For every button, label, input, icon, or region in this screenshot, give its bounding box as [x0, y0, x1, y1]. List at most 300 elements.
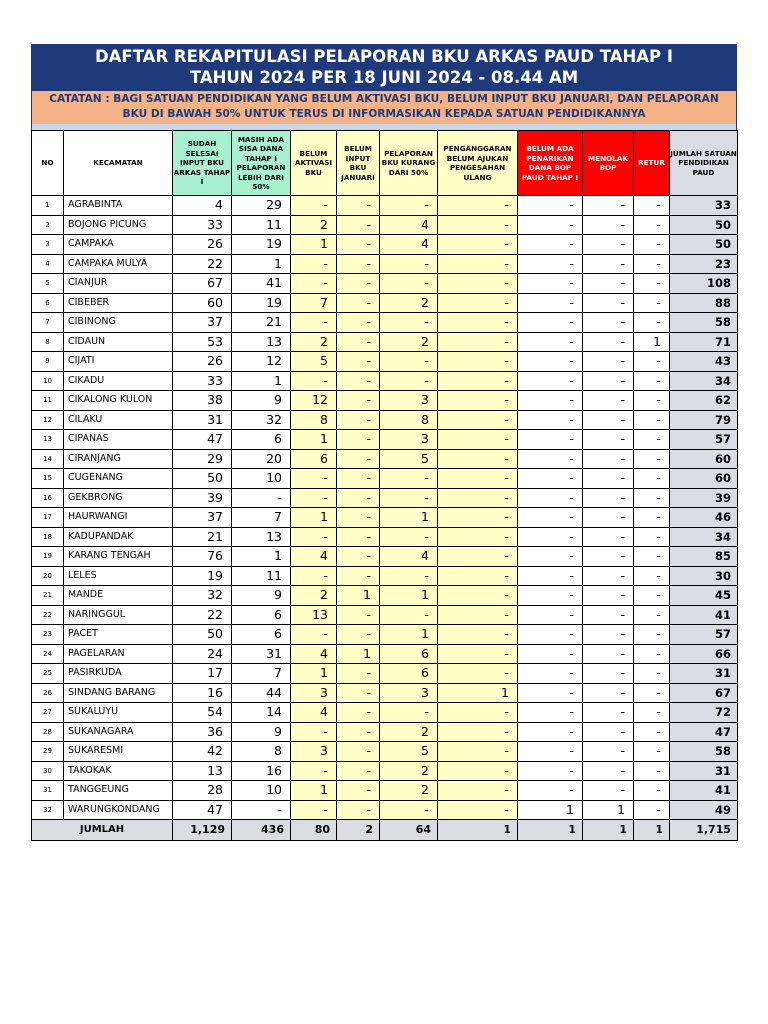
cell-c4: - — [337, 761, 380, 781]
cell-c3: - — [291, 625, 337, 645]
cell-c3: 2 — [291, 332, 337, 352]
cell-c7: - — [518, 274, 583, 294]
cell-c6: - — [438, 586, 518, 606]
kecamatan-name: PACET — [64, 625, 173, 645]
title-line-2: TAHUN 2024 PER 18 JUNI 2024 - 08.44 AM — [189, 68, 579, 87]
cell-c3: 13 — [291, 605, 337, 625]
table-row — [32, 566, 738, 586]
cell-c4: - — [337, 235, 380, 255]
cell-c9: - — [634, 566, 670, 586]
cell-c10: 60 — [670, 469, 738, 489]
cell-c7: - — [518, 449, 583, 469]
cell-c10: 30 — [670, 566, 738, 586]
cell-c6: - — [438, 313, 518, 333]
cell-c2: 8 — [232, 742, 291, 762]
row-number: 4 — [32, 254, 64, 274]
cell-c4: - — [337, 371, 380, 391]
cell-c6: - — [438, 352, 518, 372]
cell-c2: 9 — [232, 722, 291, 742]
cell-c5: 4 — [380, 547, 438, 567]
cell-c10: 67 — [670, 683, 738, 703]
column-header-c3: BELUM AKTIVASI BKU — [291, 131, 337, 196]
kecamatan-name: CIBINONG — [64, 313, 173, 333]
table-row — [32, 722, 738, 742]
cell-c2: - — [232, 488, 291, 508]
total-c3: 80 — [291, 820, 337, 841]
cell-c3: 7 — [291, 293, 337, 313]
kecamatan-name: NARINGGUL — [64, 605, 173, 625]
cell-c7: - — [518, 527, 583, 547]
cell-c7: - — [518, 488, 583, 508]
cell-c5: 2 — [380, 781, 438, 801]
cell-c6: - — [438, 664, 518, 684]
cell-c8: 1 — [583, 800, 634, 820]
cell-c3: 2 — [291, 215, 337, 235]
cell-c10: 31 — [670, 664, 738, 684]
cell-c1: 50 — [173, 469, 232, 489]
cell-c8: - — [583, 488, 634, 508]
cell-c2: 14 — [232, 703, 291, 723]
cell-c4: - — [337, 625, 380, 645]
row-number: 24 — [32, 644, 64, 664]
row-number: 22 — [32, 605, 64, 625]
kecamatan-name: SINDANG BARANG — [64, 683, 173, 703]
table-row — [32, 371, 738, 391]
cell-c4: - — [337, 722, 380, 742]
cell-c1: 54 — [173, 703, 232, 723]
cell-c4: - — [337, 196, 380, 216]
cell-c4: - — [337, 391, 380, 411]
row-number: 19 — [32, 547, 64, 567]
cell-c4: - — [337, 410, 380, 430]
cell-c8: - — [583, 508, 634, 528]
cell-c8: - — [583, 352, 634, 372]
table-row — [32, 761, 738, 781]
table-row — [32, 683, 738, 703]
cell-c6: - — [438, 274, 518, 294]
cell-c4: 1 — [337, 586, 380, 606]
cell-c10: 41 — [670, 781, 738, 801]
cell-c5: - — [380, 274, 438, 294]
cell-c4: - — [337, 664, 380, 684]
cell-c6: - — [438, 254, 518, 274]
cell-c9: - — [634, 254, 670, 274]
cell-c8: - — [583, 586, 634, 606]
cell-c5: 2 — [380, 761, 438, 781]
cell-c5: 5 — [380, 742, 438, 762]
row-number: 7 — [32, 313, 64, 333]
cell-c10: 85 — [670, 547, 738, 567]
cell-c7: - — [518, 391, 583, 411]
cell-c8: - — [583, 274, 634, 294]
cell-c1: 37 — [173, 508, 232, 528]
table-row — [32, 391, 738, 411]
cell-c3: 4 — [291, 644, 337, 664]
cell-c2: 13 — [232, 527, 291, 547]
table-row — [32, 800, 738, 820]
cell-c5: 1 — [380, 625, 438, 645]
cell-c8: - — [583, 313, 634, 333]
cell-c1: 42 — [173, 742, 232, 762]
cell-c10: 34 — [670, 527, 738, 547]
cell-c10: 49 — [670, 800, 738, 820]
cell-c10: 108 — [670, 274, 738, 294]
cell-c1: 33 — [173, 215, 232, 235]
cell-c1: 26 — [173, 352, 232, 372]
cell-c9: - — [634, 547, 670, 567]
cell-c6: - — [438, 235, 518, 255]
cell-c7: - — [518, 235, 583, 255]
cell-c5: 1 — [380, 586, 438, 606]
cell-c1: 28 — [173, 781, 232, 801]
cell-c8: - — [583, 293, 634, 313]
cell-c8: - — [583, 235, 634, 255]
cell-c9: - — [634, 449, 670, 469]
row-number: 8 — [32, 332, 64, 352]
cell-c3: 1 — [291, 235, 337, 255]
cell-c4: - — [337, 352, 380, 372]
cell-c3: - — [291, 371, 337, 391]
cell-c6: - — [438, 410, 518, 430]
cell-c3: 5 — [291, 352, 337, 372]
cell-c6: - — [438, 605, 518, 625]
cell-c5: - — [380, 352, 438, 372]
kecamatan-name: HAURWANGI — [64, 508, 173, 528]
cell-c9: - — [634, 313, 670, 333]
cell-c7: - — [518, 196, 583, 216]
cell-c7: - — [518, 625, 583, 645]
column-header-kec: KECAMATAN — [64, 131, 173, 196]
cell-c6: - — [438, 196, 518, 216]
cell-c7: - — [518, 683, 583, 703]
table-row — [32, 449, 738, 469]
cell-c9: - — [634, 410, 670, 430]
cell-c2: 10 — [232, 469, 291, 489]
row-number: 27 — [32, 703, 64, 723]
cell-c5: 4 — [380, 215, 438, 235]
cell-c8: - — [583, 254, 634, 274]
cell-c8: - — [583, 605, 634, 625]
cell-c1: 37 — [173, 313, 232, 333]
cell-c4: - — [337, 254, 380, 274]
row-number: 2 — [32, 215, 64, 235]
recap-table — [31, 130, 738, 841]
cell-c1: 22 — [173, 254, 232, 274]
cell-c8: - — [583, 430, 634, 450]
kecamatan-name: CIJATI — [64, 352, 173, 372]
cell-c1: 47 — [173, 430, 232, 450]
note-line-2: BKU DI BAWAH 50% UNTUK TERUS DI INFORMASIKAN KEPADA SATUAN PENDIDIKANNYA — [122, 108, 646, 120]
row-number: 32 — [32, 800, 64, 820]
cell-c5: 5 — [380, 449, 438, 469]
kecamatan-name: CIPANAS — [64, 430, 173, 450]
report-note — [31, 91, 737, 124]
cell-c9: - — [634, 586, 670, 606]
cell-c3: 3 — [291, 742, 337, 762]
cell-c6: 1 — [438, 683, 518, 703]
cell-c5: - — [380, 605, 438, 625]
cell-c1: 24 — [173, 644, 232, 664]
cell-c3: 3 — [291, 683, 337, 703]
cell-c10: 45 — [670, 586, 738, 606]
kecamatan-name: WARUNGKONDANG — [64, 800, 173, 820]
cell-c3: 1 — [291, 430, 337, 450]
cell-c2: 32 — [232, 410, 291, 430]
report-sheet — [31, 44, 737, 841]
cell-c1: 31 — [173, 410, 232, 430]
cell-c6: - — [438, 215, 518, 235]
cell-c10: 88 — [670, 293, 738, 313]
table-row — [32, 644, 738, 664]
cell-c3: - — [291, 469, 337, 489]
total-c1: 1,129 — [173, 820, 232, 841]
cell-c5: - — [380, 469, 438, 489]
note-line-1: CATATAN : BAGI SATUAN PENDIDIKAN YANG BELUM AKTIVASI BKU, BELUM INPUT BKU JANUARI, DAN PELAPORAN — [49, 93, 719, 105]
row-number: 1 — [32, 196, 64, 216]
cell-c3: - — [291, 254, 337, 274]
cell-c4: - — [337, 566, 380, 586]
kecamatan-name: PASIRKUDA — [64, 664, 173, 684]
table-row — [32, 586, 738, 606]
cell-c8: - — [583, 625, 634, 645]
cell-c6: - — [438, 722, 518, 742]
cell-c4: - — [337, 508, 380, 528]
cell-c4: - — [337, 274, 380, 294]
cell-c2: 7 — [232, 508, 291, 528]
column-header-c5: PELAPORAN BKU KURANG DARI 50% — [380, 131, 438, 196]
cell-c8: - — [583, 566, 634, 586]
cell-c5: - — [380, 254, 438, 274]
cell-c5: 2 — [380, 293, 438, 313]
kecamatan-name: AGRABINTA — [64, 196, 173, 216]
cell-c6: - — [438, 293, 518, 313]
cell-c6: - — [438, 527, 518, 547]
table-row — [32, 469, 738, 489]
cell-c4: - — [337, 332, 380, 352]
cell-c10: 79 — [670, 410, 738, 430]
cell-c10: 66 — [670, 644, 738, 664]
cell-c8: - — [583, 196, 634, 216]
cell-c4: - — [337, 742, 380, 762]
cell-c1: 22 — [173, 605, 232, 625]
cell-c7: - — [518, 352, 583, 372]
cell-c4: 1 — [337, 644, 380, 664]
cell-c4: - — [337, 547, 380, 567]
cell-c7: - — [518, 703, 583, 723]
cell-c3: - — [291, 313, 337, 333]
cell-c2: 10 — [232, 781, 291, 801]
cell-c2: 6 — [232, 605, 291, 625]
cell-c2: 41 — [232, 274, 291, 294]
cell-c7: - — [518, 722, 583, 742]
cell-c10: 33 — [670, 196, 738, 216]
kecamatan-name: CILAKU — [64, 410, 173, 430]
cell-c8: - — [583, 332, 634, 352]
cell-c10: 60 — [670, 449, 738, 469]
column-header-c1: SUDAH SELESAI INPUT BKU ARKAS TAHAP I — [173, 131, 232, 196]
cell-c2: 9 — [232, 586, 291, 606]
row-number: 28 — [32, 722, 64, 742]
cell-c3: 1 — [291, 664, 337, 684]
cell-c8: - — [583, 644, 634, 664]
cell-c9: - — [634, 235, 670, 255]
cell-c1: 76 — [173, 547, 232, 567]
cell-c8: - — [583, 703, 634, 723]
cell-c4: - — [337, 683, 380, 703]
cell-c7: - — [518, 586, 583, 606]
cell-c3: - — [291, 488, 337, 508]
cell-c3: - — [291, 761, 337, 781]
cell-c2: 16 — [232, 761, 291, 781]
table-row — [32, 215, 738, 235]
cell-c10: 39 — [670, 488, 738, 508]
cell-c6: - — [438, 430, 518, 450]
cell-c4: - — [337, 605, 380, 625]
table-row — [32, 625, 738, 645]
cell-c8: - — [583, 410, 634, 430]
kecamatan-name: CUGENANG — [64, 469, 173, 489]
cell-c10: 41 — [670, 605, 738, 625]
cell-c10: 31 — [670, 761, 738, 781]
row-number: 16 — [32, 488, 64, 508]
cell-c9: - — [634, 625, 670, 645]
cell-c4: - — [337, 215, 380, 235]
table-row — [32, 664, 738, 684]
cell-c4: - — [337, 800, 380, 820]
cell-c2: 1 — [232, 254, 291, 274]
cell-c5: 4 — [380, 235, 438, 255]
row-number: 17 — [32, 508, 64, 528]
kecamatan-name: LELES — [64, 566, 173, 586]
cell-c6: - — [438, 469, 518, 489]
cell-c10: 50 — [670, 215, 738, 235]
row-number: 31 — [32, 781, 64, 801]
column-header-c6: PENGANGGARAN BELUM AJUKAN PENGESAHAN ULANG — [438, 131, 518, 196]
cell-c8: - — [583, 664, 634, 684]
cell-c8: - — [583, 722, 634, 742]
total-c4: 2 — [337, 820, 380, 841]
column-header-no: NO — [32, 131, 64, 196]
cell-c7: - — [518, 215, 583, 235]
cell-c8: - — [583, 742, 634, 762]
cell-c5: - — [380, 313, 438, 333]
cell-c7: - — [518, 566, 583, 586]
cell-c10: 62 — [670, 391, 738, 411]
total-c6: 1 — [438, 820, 518, 841]
cell-c4: - — [337, 527, 380, 547]
cell-c1: 36 — [173, 722, 232, 742]
cell-c6: - — [438, 371, 518, 391]
cell-c10: 72 — [670, 703, 738, 723]
cell-c10: 50 — [670, 235, 738, 255]
table-row — [32, 781, 738, 801]
cell-c6: - — [438, 644, 518, 664]
row-number: 18 — [32, 527, 64, 547]
kecamatan-name: PAGELARAN — [64, 644, 173, 664]
cell-c9: - — [634, 683, 670, 703]
cell-c9: - — [634, 761, 670, 781]
cell-c3: 2 — [291, 586, 337, 606]
cell-c9: - — [634, 742, 670, 762]
cell-c9: - — [634, 274, 670, 294]
table-row — [32, 508, 738, 528]
cell-c4: - — [337, 449, 380, 469]
total-c9: 1 — [634, 820, 670, 841]
kecamatan-name: TANGGEUNG — [64, 781, 173, 801]
cell-c5: 3 — [380, 430, 438, 450]
cell-c2: - — [232, 800, 291, 820]
total-c2: 436 — [232, 820, 291, 841]
column-header-c2: MASIH ADA SISA DANA TAHAP I PELAPORAN LEBIH DARI 50% — [232, 131, 291, 196]
cell-c1: 47 — [173, 800, 232, 820]
table-row — [32, 430, 738, 450]
cell-c5: 2 — [380, 332, 438, 352]
table-row — [32, 235, 738, 255]
cell-c9: - — [634, 293, 670, 313]
cell-c7: - — [518, 332, 583, 352]
cell-c3: - — [291, 566, 337, 586]
cell-c2: 13 — [232, 332, 291, 352]
cell-c2: 7 — [232, 664, 291, 684]
cell-c1: 50 — [173, 625, 232, 645]
cell-c8: - — [583, 215, 634, 235]
table-body — [32, 196, 738, 841]
row-number: 15 — [32, 469, 64, 489]
cell-c3: - — [291, 722, 337, 742]
kecamatan-name: KARANG TENGAH — [64, 547, 173, 567]
row-number: 20 — [32, 566, 64, 586]
cell-c6: - — [438, 742, 518, 762]
total-c5: 64 — [380, 820, 438, 841]
cell-c6: - — [438, 547, 518, 567]
cell-c1: 4 — [173, 196, 232, 216]
cell-c3: 1 — [291, 508, 337, 528]
cell-c1: 60 — [173, 293, 232, 313]
cell-c6: - — [438, 800, 518, 820]
cell-c1: 19 — [173, 566, 232, 586]
cell-c9: - — [634, 800, 670, 820]
cell-c5: 6 — [380, 664, 438, 684]
total-label: JUMLAH — [32, 820, 173, 841]
kecamatan-name: CIKALONG KULON — [64, 391, 173, 411]
cell-c1: 26 — [173, 235, 232, 255]
cell-c6: - — [438, 332, 518, 352]
cell-c7: - — [518, 469, 583, 489]
cell-c3: - — [291, 527, 337, 547]
cell-c9: - — [634, 215, 670, 235]
cell-c4: - — [337, 781, 380, 801]
cell-c3: - — [291, 196, 337, 216]
column-header-c8: MENOLAK BOP — [583, 131, 634, 196]
cell-c7: - — [518, 430, 583, 450]
table-row — [32, 488, 738, 508]
cell-c9: - — [634, 605, 670, 625]
cell-c8: - — [583, 781, 634, 801]
cell-c10: 46 — [670, 508, 738, 528]
row-number: 13 — [32, 430, 64, 450]
cell-c10: 71 — [670, 332, 738, 352]
kecamatan-name: BOJONG PICUNG — [64, 215, 173, 235]
cell-c10: 57 — [670, 625, 738, 645]
cell-c6: - — [438, 761, 518, 781]
cell-c5: 6 — [380, 644, 438, 664]
cell-c9: - — [634, 469, 670, 489]
row-number: 25 — [32, 664, 64, 684]
cell-c9: - — [634, 781, 670, 801]
kecamatan-name: CIBEBER — [64, 293, 173, 313]
kecamatan-name: SUKALUYU — [64, 703, 173, 723]
cell-c5: - — [380, 800, 438, 820]
